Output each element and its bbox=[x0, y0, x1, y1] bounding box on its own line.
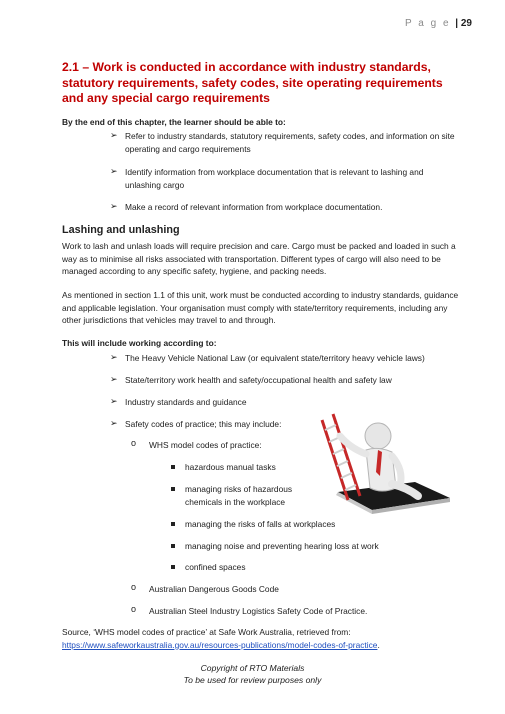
square-bullet-icon bbox=[171, 565, 175, 569]
include-item: State/territory work health and safety/occupational health and safety law bbox=[125, 375, 392, 385]
ladder-rail bbox=[322, 420, 348, 500]
footer-line: To be used for review purposes only bbox=[183, 675, 322, 685]
sub-item: WHS model codes of practice: bbox=[149, 440, 262, 450]
whs-item: confined spaces bbox=[185, 562, 246, 572]
arrow-bullet-icon: ➢ bbox=[110, 166, 118, 176]
whs-item: hazardous manual tasks bbox=[185, 462, 276, 472]
section-heading: Lashing and unlashing bbox=[62, 224, 180, 236]
paragraph: As mentioned in section 1.1 of this unit, work must be conducted according to industry standards, guidance and applicable legislation. Your organisation must comply with state/territory requirements, including any other jurisdictions that vehicles may travel to and through. bbox=[62, 290, 459, 326]
source-end: . bbox=[377, 639, 380, 650]
whs-item: managing noise and preventing hearing loss at work bbox=[185, 541, 379, 551]
paragraph: Work to lash and unlash loads will require precision and care. Cargo must be packed and loaded in such a way as to minimise all risks associated with transportation. Different types of cargo will also need to be managed according to any specific safety, hygiene, and packing needs. bbox=[62, 241, 456, 277]
include-item: Safety codes of practice; this may include: bbox=[125, 419, 282, 429]
square-bullet-icon bbox=[171, 522, 175, 526]
intro-text: By the end of this chapter, the learner should be able to: bbox=[62, 117, 286, 127]
ladder-rung bbox=[337, 461, 348, 466]
circle-bullet-icon: o bbox=[131, 582, 137, 592]
section-title: 2.1 – Work is conducted in accordance with industry standards, statutory requirements, safety codes, site operating requirements and any special cargo requirements bbox=[62, 60, 443, 105]
include-item: The Heavy Vehicle National Law (or equivalent state/territory heavy vehicle laws) bbox=[125, 353, 425, 363]
square-bullet-icon bbox=[171, 487, 175, 491]
objective-item: Refer to industry standards, statutory requirements, safety codes, and information on site operating and cargo requirements bbox=[125, 131, 455, 154]
sub-item: Australian Steel Industry Logistics Safety Code of Practice. bbox=[149, 606, 368, 616]
source-text: Source, ‘WHS model codes of practice’ at Safe Work Australia, retrieved from: bbox=[62, 627, 351, 637]
circle-bullet-icon: o bbox=[131, 604, 137, 614]
ladder-rung bbox=[341, 473, 352, 478]
ladder-rung bbox=[345, 485, 356, 490]
arrow-bullet-icon: ➢ bbox=[110, 396, 118, 406]
ladder-rung bbox=[325, 425, 336, 430]
sub-item: Australian Dangerous Goods Code bbox=[149, 584, 279, 594]
ladder-rung bbox=[333, 449, 344, 454]
objective-item: Make a record of relevant information from workplace documentation. bbox=[125, 202, 383, 212]
include-heading: This will include working according to: bbox=[62, 338, 217, 348]
arrow-bullet-icon: ➢ bbox=[110, 352, 118, 362]
footer-line: Copyright of RTO Materials bbox=[200, 663, 305, 673]
ladder-rail bbox=[333, 414, 360, 496]
objective-item: Identify information from workplace documentation that is relevant to lashing and unlashing cargo bbox=[125, 167, 424, 190]
source-note bbox=[62, 626, 462, 651]
circle-bullet-icon: o bbox=[131, 438, 137, 448]
arrow-bullet-icon: ➢ bbox=[110, 201, 118, 211]
arrow-bullet-icon: ➢ bbox=[110, 374, 118, 384]
include-item: Industry standards and guidance bbox=[125, 397, 247, 407]
whs-item: managing risks of hazardous chemicals in the workplace bbox=[185, 484, 293, 507]
square-bullet-icon bbox=[171, 465, 175, 469]
arrow-bullet-icon: ➢ bbox=[110, 418, 118, 428]
source-link[interactable]: https://www.safeworkaustralia.gov.au/resources-publications/model-codes-of-practice bbox=[62, 639, 378, 650]
square-bullet-icon bbox=[171, 544, 175, 548]
page-number: P a g e | 29 bbox=[405, 18, 472, 29]
figure-head bbox=[365, 423, 391, 449]
figure-climbing-ladder-from-hole bbox=[300, 400, 465, 515]
whs-item: managing the risks of falls at workplaces bbox=[185, 519, 336, 529]
arrow-bullet-icon: ➢ bbox=[110, 130, 118, 140]
